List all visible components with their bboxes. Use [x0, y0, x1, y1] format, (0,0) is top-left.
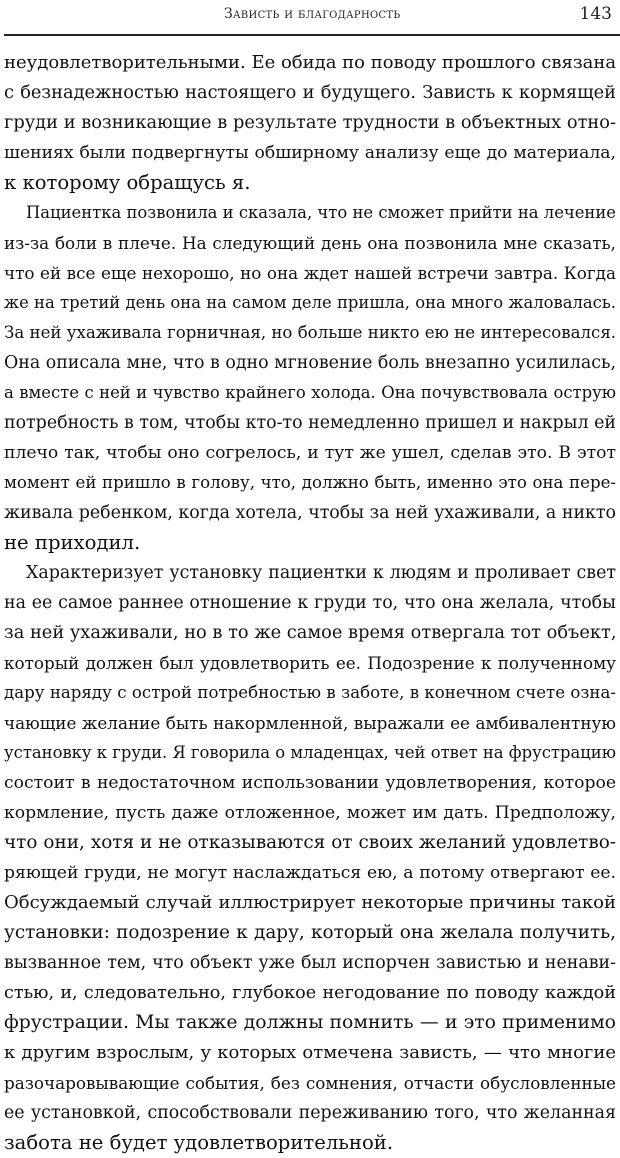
text-line: шениях были подвергнуты обширному анализу еще до материала, [4, 143, 616, 163]
text-line: ее установкой, способствовали переживанию того, что желанная [4, 1103, 616, 1123]
text-line: стью, и, следовательно, глубокое негодование по поводу каждой [4, 983, 616, 1003]
text-line: живала ребенком, когда хотела, чтобы за ней ухаживали, а никто [4, 503, 616, 523]
text-line: груди и возникающие в результате трудности в объектных отно- [4, 112, 616, 133]
paragraph [4, 198, 616, 558]
text-line: Пациентка позвонила и сказала, что не сможет прийти на лечение [26, 203, 616, 222]
text-line: плечо так, чтобы оно согрелось, и тут же ушел, сделав это. В этот [4, 443, 616, 463]
text-line: состоит в недостаточном использовании удовлетворения, которое [4, 773, 616, 793]
text-line: Обсуждаемый случай иллюстрирует некоторые причины такой [4, 892, 616, 913]
text-line: установку к груди. Я говорила о младенцах, чей ответ на фрустрацию [4, 743, 616, 762]
text-line: на ее самое раннее отношение к груди то, что она желала, чтобы [4, 593, 616, 613]
text-line: ряющей груди, не могут наслаждаться ею, а потому отвергают ее. [4, 863, 616, 883]
paragraph [4, 48, 616, 198]
text-line: к которому обращусь я. [4, 171, 251, 194]
text-line: что ей все еще нехорошо, но она ждет нашей встречи завтра. Когда [4, 263, 616, 283]
text-line: из-за боли в плече. На следующий день она позвонила мне сказать, [4, 233, 616, 253]
running-title: Зависть и благодарность [224, 6, 401, 22]
text-line: разочаровывающие события, без сомнения, отчасти обусловленные [4, 1073, 616, 1093]
page-number: 143 [579, 4, 612, 24]
text-line: неудовлетворительными. Ее обида по поводу прошлого связана [4, 52, 616, 73]
text-line: момент ей пришло в голову, что, должно быть, именно это она пере- [4, 473, 616, 492]
text-line: к другим взрослым, у которых отмечена зависть, — что многие [4, 1042, 616, 1063]
text-line: кормление, пусть даже отложенное, может им дать. Предположу, [4, 803, 616, 823]
text-line: установки: подозрение к дару, который она желала получить, [4, 922, 616, 943]
text-line: вызванное тем, что объект уже был испорчен завистью и ненави- [4, 953, 616, 973]
text-line: чающие желание быть накормленной, выражали ее амбивалентную [4, 713, 616, 733]
text-line: фрустрации. Мы также должны помнить — и это применимо [4, 1012, 616, 1033]
text-line: с безнадежностью настоящего и будущего. Зависть к кормящей [4, 82, 616, 103]
body-text [4, 48, 616, 1158]
header-rule [4, 34, 620, 36]
paragraph [4, 558, 616, 1158]
text-line: же на третий день она на самом деле пришла, она много жаловалась. [4, 293, 616, 312]
text-line: за ней ухаживали, но в то же самое время отвергала тот объект, [4, 622, 616, 643]
text-line: дару наряду с острой потребностью в заботе, в конечном счете озна- [4, 683, 616, 702]
running-head [4, 4, 620, 30]
text-line: Характеризует установку пациентки к людям и проливает свет [26, 563, 616, 583]
text-line: За ней ухаживала горничная, но больше никто ею не интересовался. [4, 323, 616, 342]
text-line: забота не будет удовлетворительной. [4, 1131, 394, 1154]
text-line: не приходил. [4, 531, 141, 554]
text-line: а вместе с ней и чувство крайнего холода. Она почувствовала острую [4, 383, 616, 402]
text-line: Она описала мне, что в одно мгновение боль внезапно усилилась, [4, 353, 616, 373]
text-line: потребность в том, чтобы кто-то немедленно пришел и накрыл ей [4, 413, 616, 433]
text-line: что они, хотя и не отказываются от своих желаний удовлетво- [4, 832, 616, 853]
text-line: который должен был удовлетворить ее. Подозрение к полученному [4, 653, 616, 673]
